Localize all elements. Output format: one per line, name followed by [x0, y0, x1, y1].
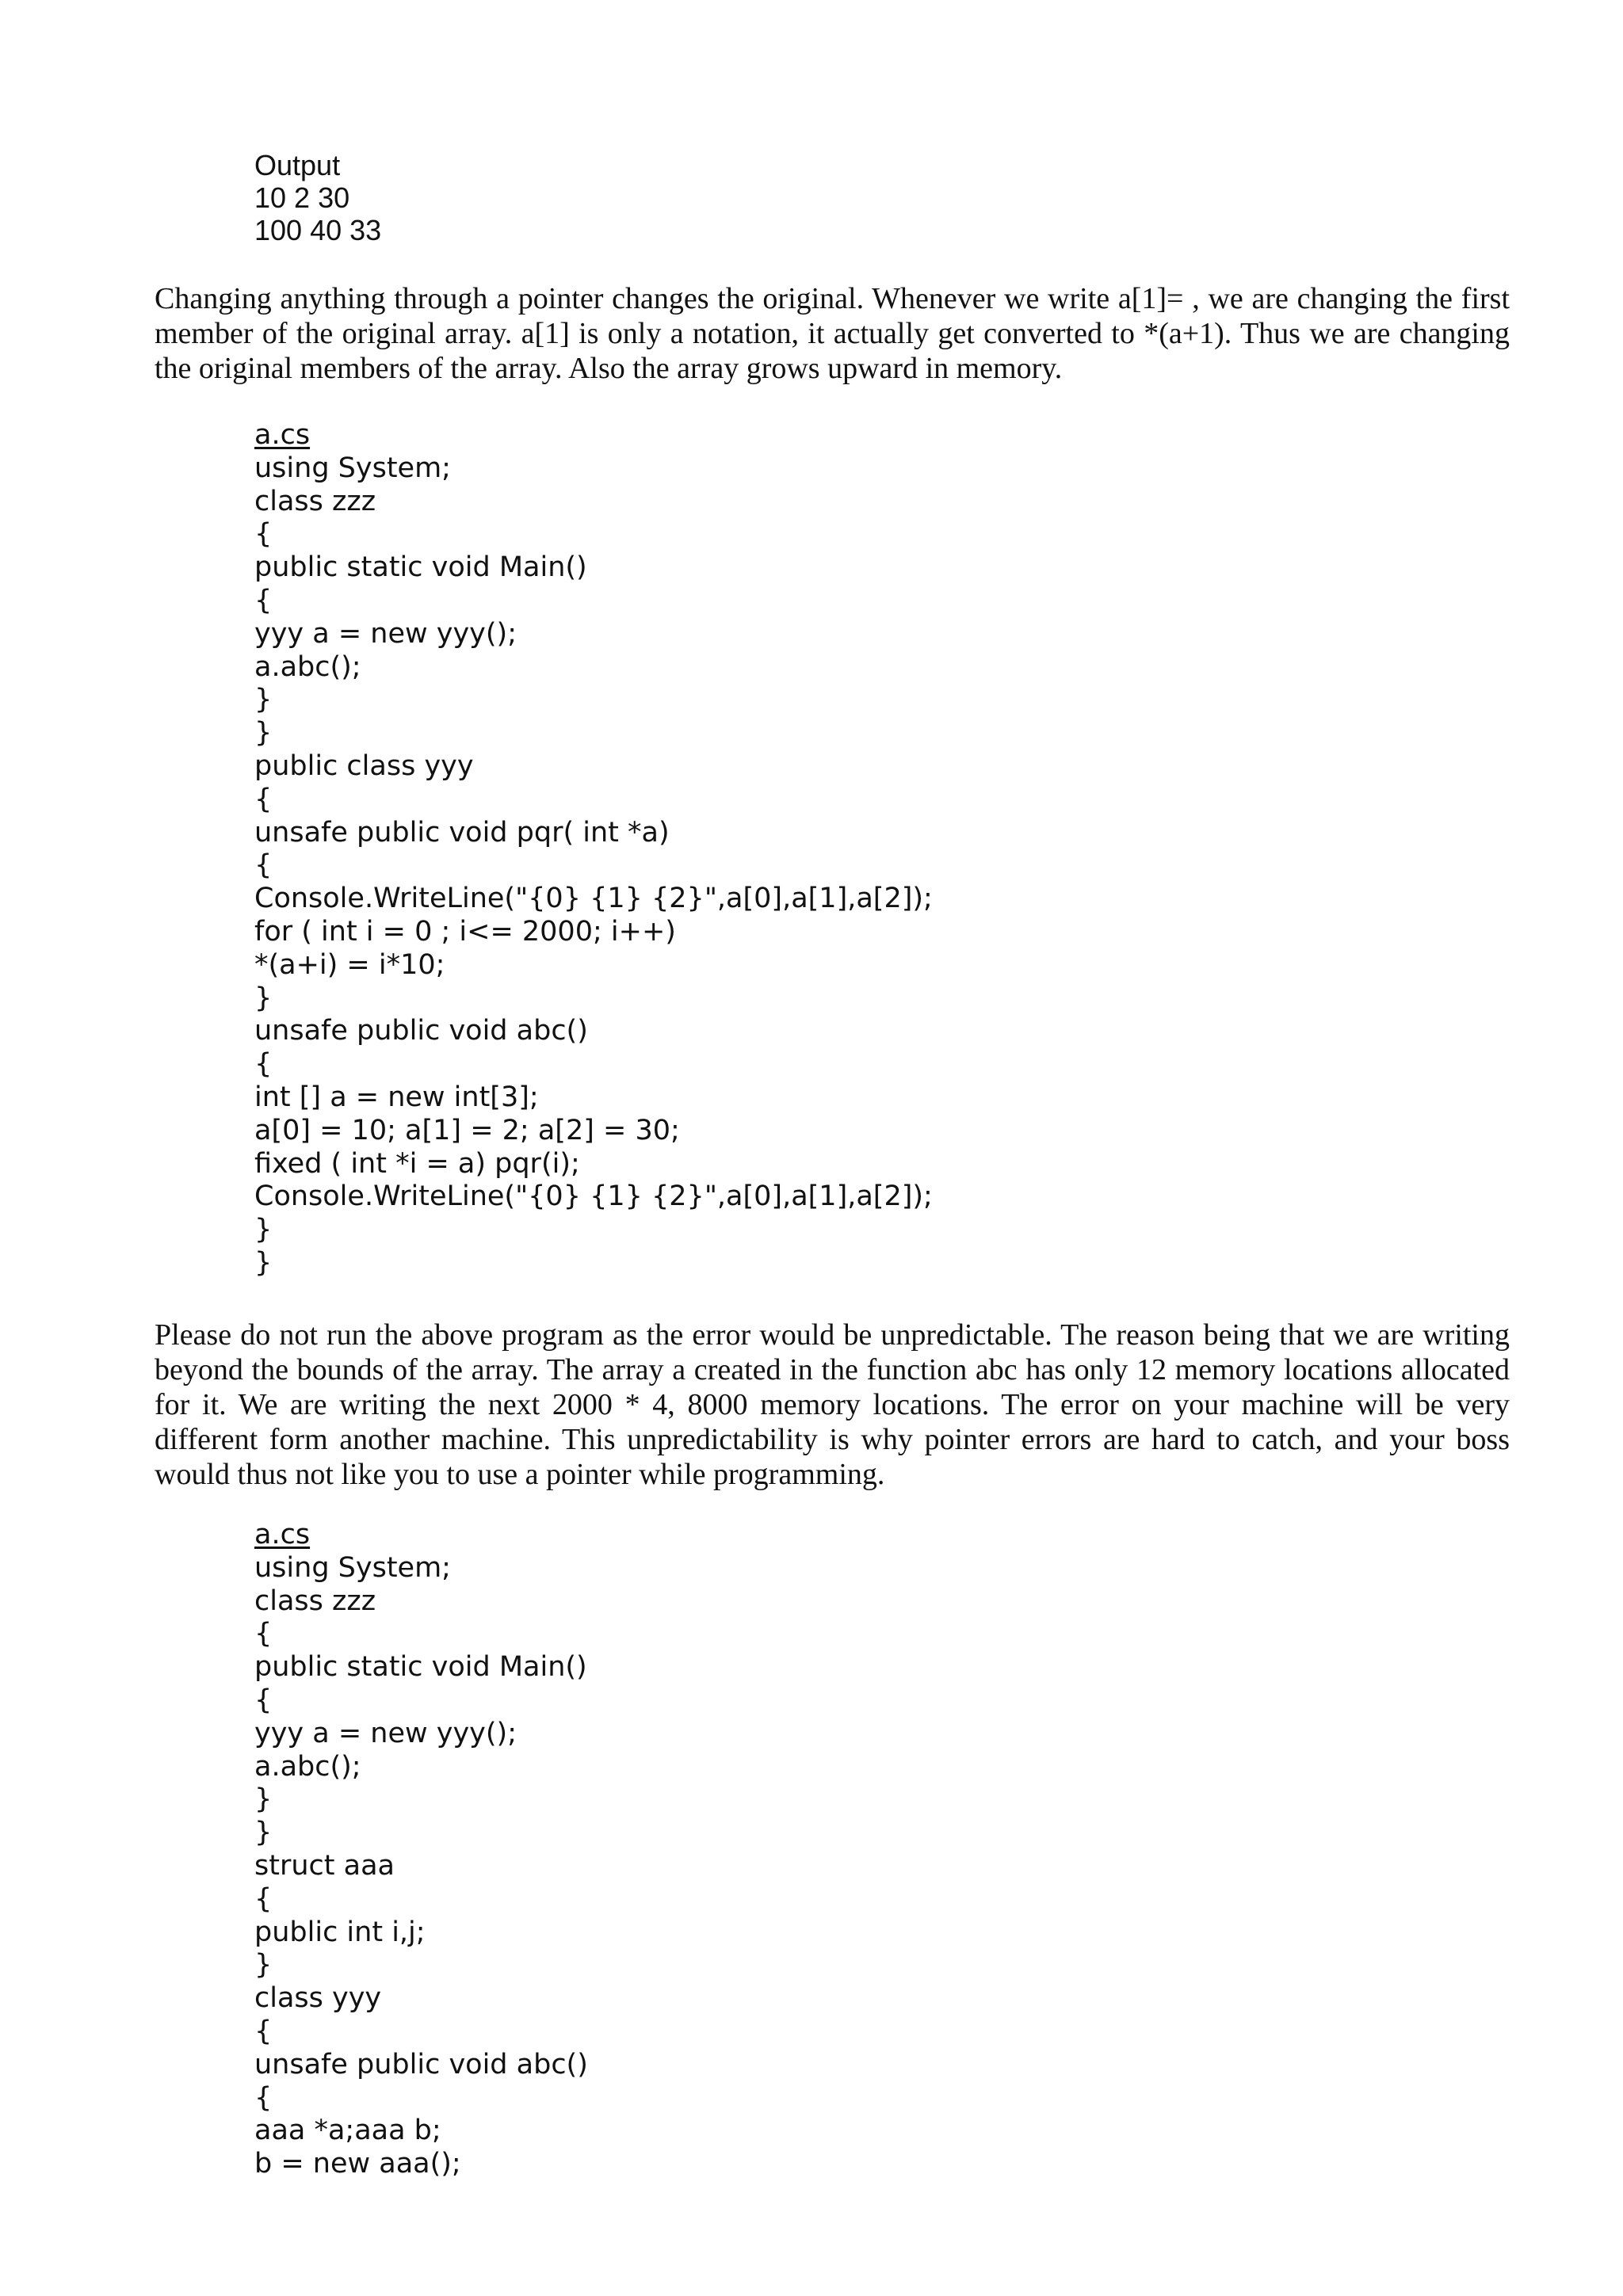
- code-line: class zzz: [254, 485, 376, 517]
- code-line: a.abc();: [254, 1750, 361, 1783]
- code-line: public static void Main(): [254, 1651, 587, 1684]
- code-block: [254, 1519, 588, 2181]
- code-line: {: [254, 1618, 273, 1650]
- code-line: }: [254, 1817, 273, 1849]
- code-line: Console.WriteLine("{0} {1} {2}",a[0],a[1],a[2]);: [254, 883, 933, 915]
- code-line: class yyy: [254, 1982, 382, 2015]
- paragraph-pointer-explanation: Changing anything through a pointer changes the original. Whenever we write a[1]= , we are changing the first member of the original array. a[1] is only a notation, it actually get converted to *(a+1). Thus we are changing the original members of the array. Also the array grows upward in memory.: [155, 282, 1510, 385]
- code-line: {: [254, 2015, 273, 2047]
- code-line: }: [254, 1214, 273, 1246]
- code-line: for ( int i = 0 ; i<= 2000; i++): [254, 915, 676, 948]
- output-line: 100 40 33: [254, 214, 382, 246]
- code-line: a.abc();: [254, 650, 361, 683]
- code-line: int [] a = new int[3];: [254, 1081, 539, 1113]
- code-line: }: [254, 1783, 273, 1816]
- code-line: }: [254, 1246, 273, 1279]
- code-line: {: [254, 584, 273, 616]
- code-line: {: [254, 1684, 273, 1716]
- code-line: public int i,j;: [254, 1916, 426, 1948]
- code-line: }: [254, 982, 273, 1014]
- code-line: {: [254, 2081, 273, 2114]
- code-line: {: [254, 783, 273, 815]
- output-heading: Output: [254, 149, 341, 181]
- code-block: [254, 419, 933, 1280]
- output-block: [254, 149, 381, 246]
- code-line: unsafe public void abc(): [254, 2048, 588, 2081]
- code-line: yyy a = new yyy();: [254, 617, 517, 650]
- code-line: using System;: [254, 452, 451, 484]
- code-line: aaa *a;aaa b;: [254, 2115, 441, 2147]
- paragraph-unpredictable-error: Please do not run the above program as the error would be unpredictable. The reason being that we are writing beyond the bounds of the array. The array a created in the function abc has only 12 memory locations allocated for it. We are writing the next 2000 * 4, 8000 memory locations. The error on your machine will be very different form another machine. This unpredictability is why pointer errors are hard to catch, and your boss would thus not like you to use a pointer while programming.: [155, 1318, 1510, 1491]
- code-line: {: [254, 1882, 273, 1915]
- code-line: }: [254, 684, 273, 716]
- code-line: }: [254, 1949, 273, 1981]
- code-line: struct aaa: [254, 1849, 395, 1882]
- code-filename: a.cs: [254, 1519, 311, 1550]
- code-filename: a.cs: [254, 419, 311, 451]
- code-line: public class yyy: [254, 749, 474, 782]
- code-line: fixed ( int *i = a) pqr(i);: [254, 1147, 580, 1180]
- output-line: 10 2 30: [254, 181, 350, 214]
- code-line: a[0] = 10; a[1] = 2; a[2] = 30;: [254, 1114, 680, 1146]
- code-line: {: [254, 849, 273, 882]
- code-line: public static void Main(): [254, 551, 587, 584]
- code-line: }: [254, 717, 273, 749]
- code-line: yyy a = new yyy();: [254, 1717, 517, 1749]
- code-line: b = new aaa();: [254, 2148, 461, 2180]
- code-line: *(a+i) = i*10;: [254, 948, 445, 981]
- code-line: {: [254, 1048, 273, 1081]
- code-line: using System;: [254, 1551, 451, 1584]
- code-line: unsafe public void pqr( int *a): [254, 816, 670, 849]
- code-line: Console.WriteLine("{0} {1} {2}",a[0],a[1],a[2]);: [254, 1180, 933, 1213]
- code-line: unsafe public void abc(): [254, 1015, 588, 1047]
- code-line: {: [254, 518, 273, 551]
- code-line: class zzz: [254, 1585, 376, 1617]
